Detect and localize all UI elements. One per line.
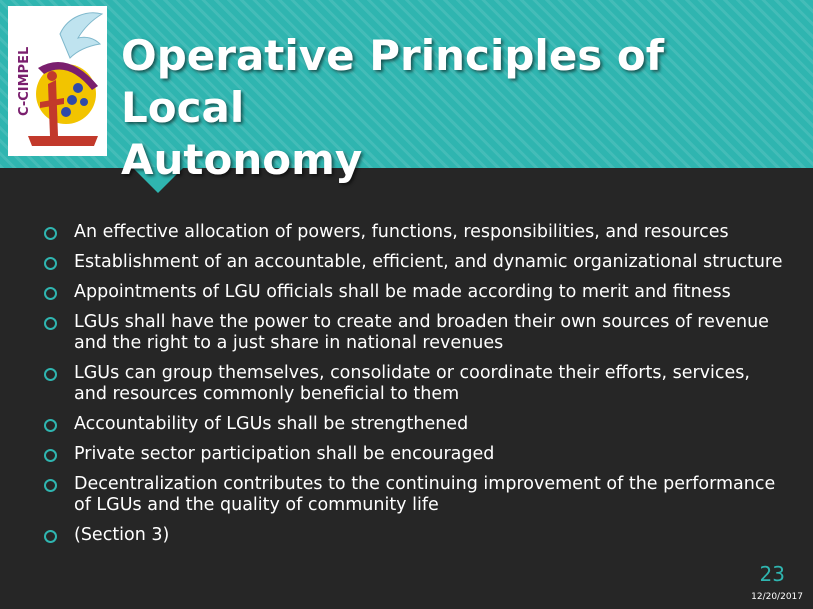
bullet-item [44, 312, 784, 354]
bullet-text: Decentralization contributes to the continuing improvement of the performance of LGUs and the quality of community life [74, 474, 776, 515]
bullet-item [44, 363, 784, 405]
bullet-text: Private sector participation shall be encouraged [74, 444, 495, 464]
bullet-text: An effective allocation of powers, functions, responsibilities, and resources [74, 222, 729, 242]
hollow-circle-icon [44, 368, 57, 381]
page-number: 23 [759, 562, 785, 586]
hollow-circle-icon [44, 317, 57, 330]
hollow-circle-icon [44, 479, 57, 492]
hollow-circle-icon [44, 419, 57, 432]
bullet-item [44, 282, 784, 303]
slide-title [121, 30, 801, 186]
hollow-circle-icon [44, 449, 57, 462]
title-line-1: Operative Principles of Local [121, 31, 665, 132]
bullet-list [44, 222, 784, 555]
hollow-circle-icon [44, 530, 57, 543]
bullet-item [44, 414, 784, 435]
logo-text: C-CIMPEL [17, 46, 32, 116]
bullet-text: (Section 3) [74, 525, 170, 545]
bullet-item [44, 474, 784, 516]
hollow-circle-icon [44, 257, 57, 270]
bullet-text: Accountability of LGUs shall be strengthened [74, 414, 469, 434]
bullet-item [44, 222, 784, 243]
bullet-item [44, 252, 784, 273]
bullet-text: LGUs shall have the power to create and broaden their own sources of revenue and the right to a just share in national revenues [74, 312, 769, 353]
bullet-text: LGUs can group themselves, consolidate or coordinate their efforts, services, and resources commonly beneficial to them [74, 363, 750, 404]
title-line-2: Autonomy [121, 135, 363, 184]
hollow-circle-icon [44, 227, 57, 240]
slide-date: 12/20/2017 [751, 592, 803, 602]
bullet-text: Establishment of an accountable, efficient, and dynamic organizational structure [74, 252, 783, 272]
bullet-item [44, 444, 784, 465]
bullet-text: Appointments of LGU officials shall be made according to merit and fitness [74, 282, 731, 302]
bullet-item [44, 525, 784, 546]
cimpel-logo [8, 6, 107, 156]
logo-graphic [8, 6, 107, 156]
hollow-circle-icon [44, 287, 57, 300]
